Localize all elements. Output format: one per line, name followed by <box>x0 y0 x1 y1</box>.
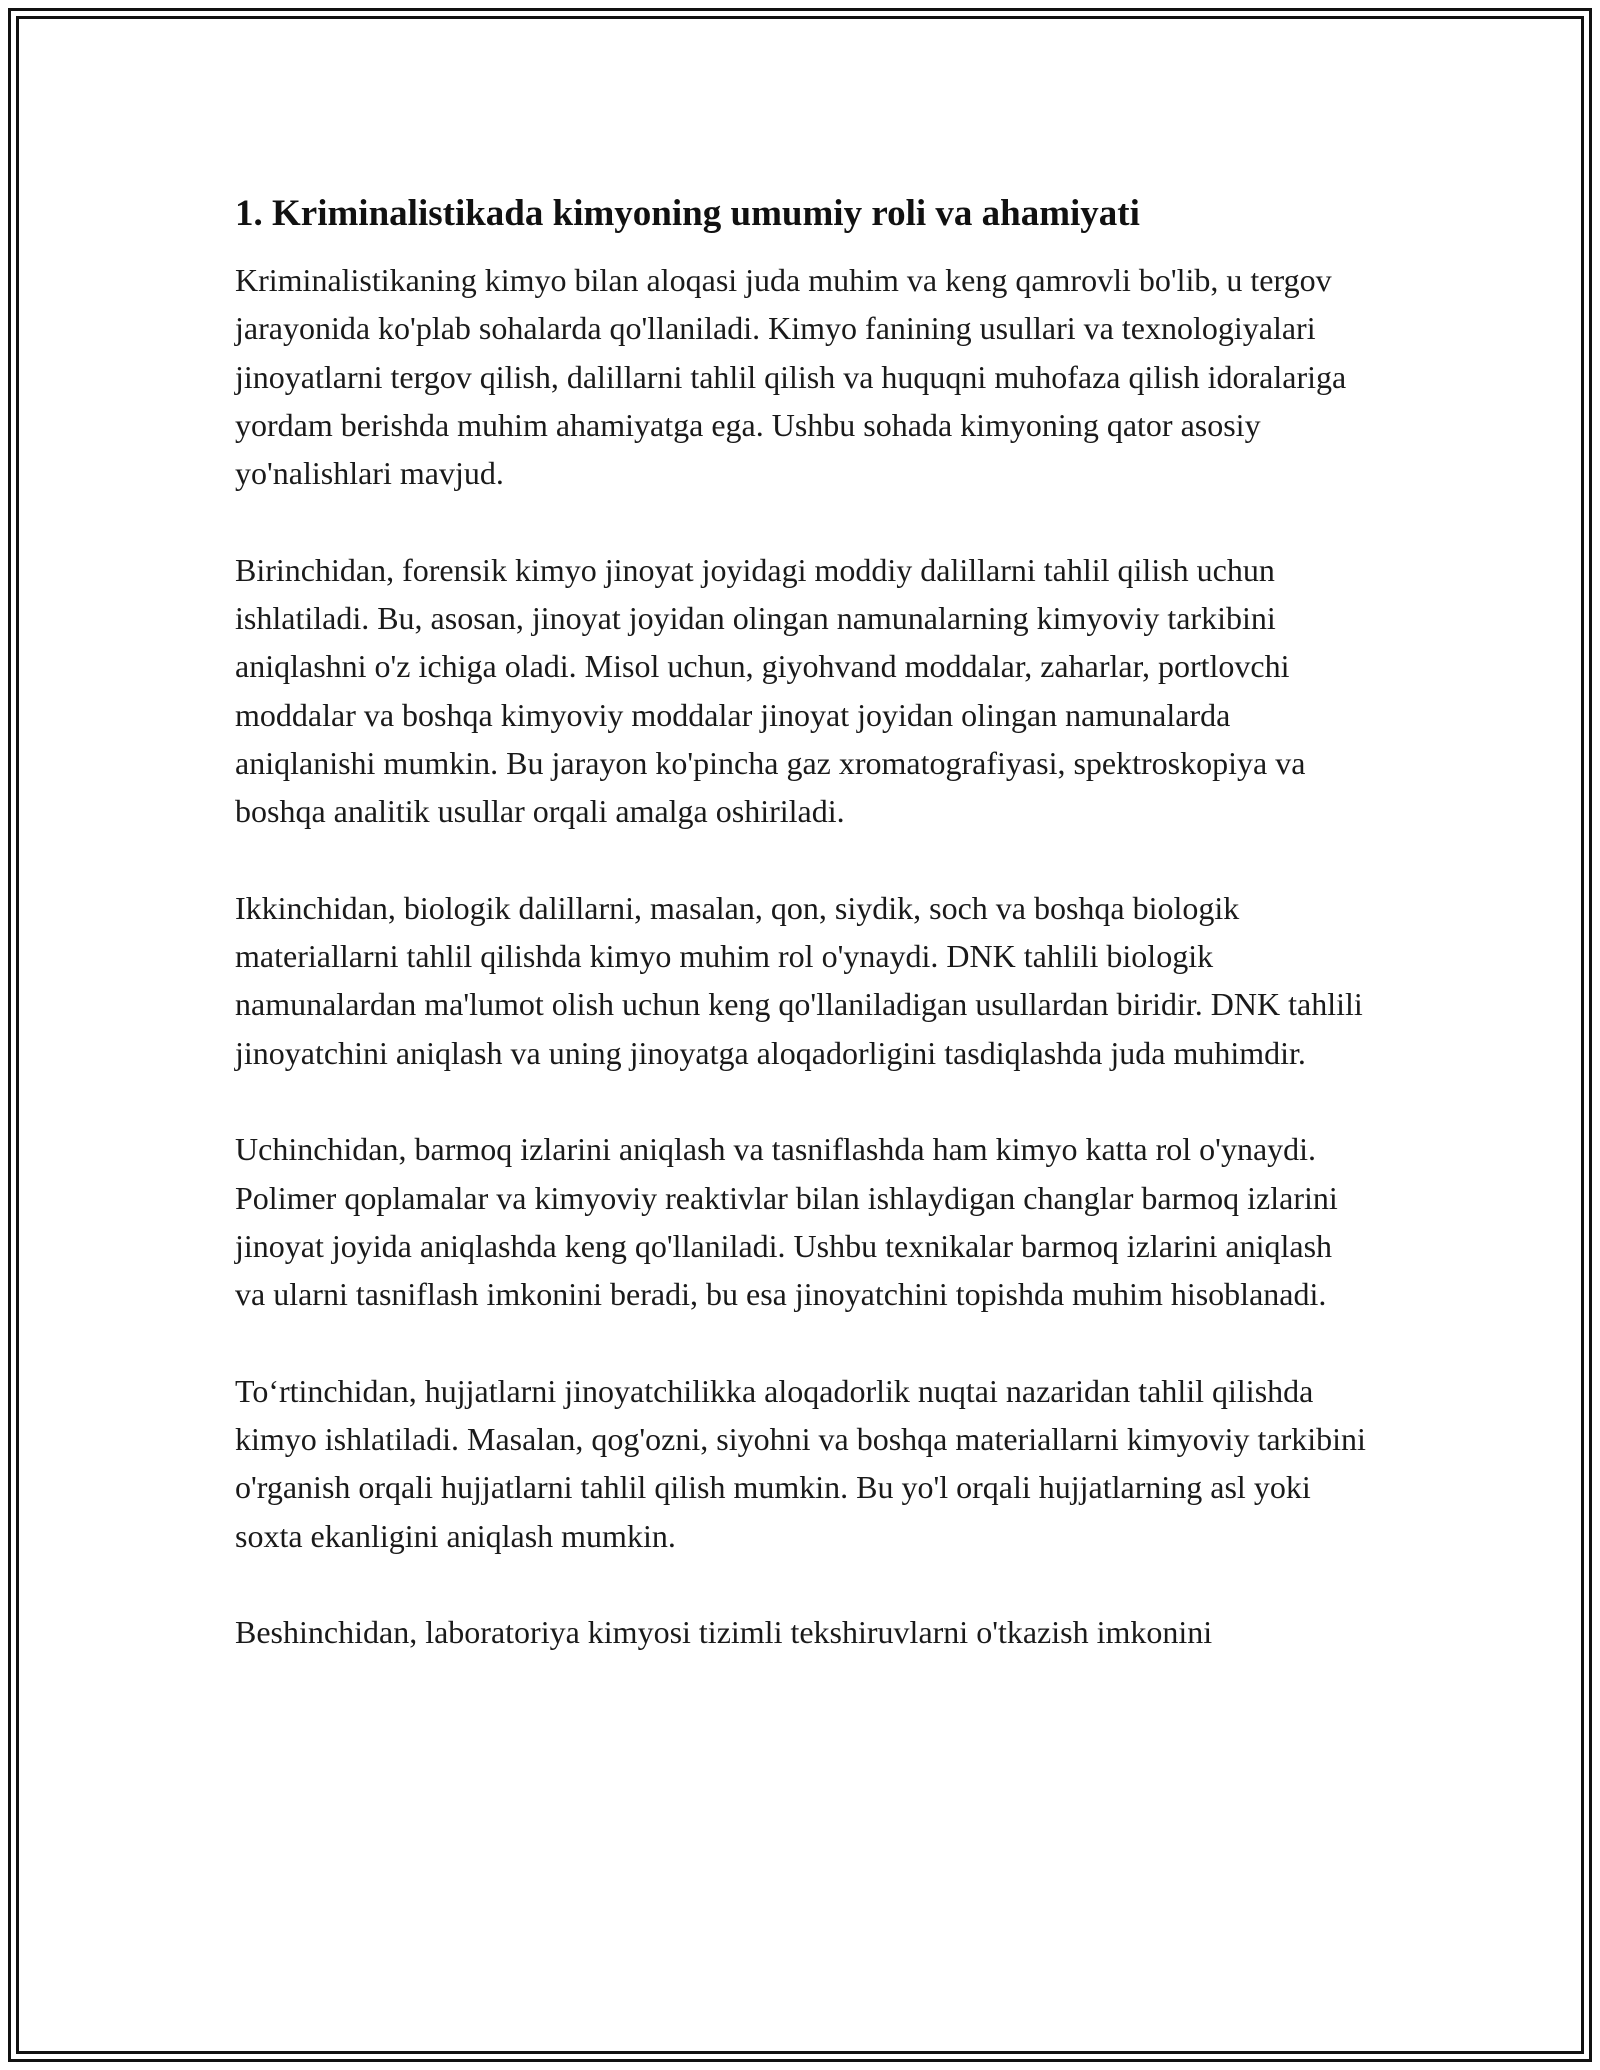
document-body <box>235 188 1370 1657</box>
paragraph-fifth: Beshinchidan, laboratoriya kimyosi tizimli tekshiruvlarni o'tkazish imkonini <box>235 1614 1213 1651</box>
paragraph-intro: Kriminalistikaning kimyo bilan aloqasi juda muhim va keng qamrovli bo'lib, u tergov jarayonida ko'plab sohalarda qo'llaniladi. Kimyo fanining usullari va texnologiyalari jinoyatlarni tergov qilish, dalillarni tahlil qilish va huquqni muhofaza qilish idoralariga yordam berishda muhim ahamiyatga ega. Ushbu sohada kimyoning qator asosiy yo'nalishlari mavjud. <box>235 262 1347 492</box>
paragraph-first: Birinchidan, forensik kimyo jinoyat joyidagi moddiy dalillarni tahlil qilish uchun ishlatiladi. Bu, asosan, jinoyat joyidan olingan namunalarning kimyoviy tarkibini aniqlashni o'z ichiga oladi. Misol uchun, giyohvand moddalar, zaharlar, portlovchi moddalar va boshqa kimyoviy moddalar jinoyat joyidan olingan namunalarda aniqlanishi mumkin. Bu jarayon ko'pincha gaz xromatografiyasi, spektroskopiya va boshqa analitik usullar orqali amalga oshiriladi. <box>235 551 1306 830</box>
paragraph-second: Ikkinchidan, biologik dalillarni, masalan, qon, siydik, soch va boshqa biologik materiallarni tahlil qilishda kimyo muhim rol o'ynaydi. DNK tahlili biologik namunalardan ma'lumot olish uchun keng qo'llaniladigan usullardan biridir. DNK tahlili jinoyatchini aniqlash va uning jinoyatga aloqadorligini tasdiqlashda juda muhimdir. <box>235 889 1363 1071</box>
section-heading: 1. Kriminalistikada kimyoning umumiy roli va ahamiyati <box>235 193 1140 234</box>
paragraph-fourth: To‘rtinchidan, hujjatlarni jinoyatchilikka aloqadorlik nuqtai nazaridan tahlil qilishda kimyo ishlatiladi. Masalan, qog'ozni, siyohni va boshqa materiallarni kimyoviy tarkibini o'rganish orqali hujjatlarni tahlil qilish mumkin. Bu yo'l orqali hujjatlarning asl yoki soxta ekanligini aniqlash mumkin. <box>235 1372 1366 1554</box>
paragraph-third: Uchinchidan, barmoq izlarini aniqlash va tasniflashda ham kimyo katta rol o'ynaydi. Polimer qoplamalar va kimyoviy reaktivlar bilan ishlaydigan changlar barmoq izlarini jinoyat joyida aniqlashda keng qo'llaniladi. Ushbu texnikalar barmoq izlarini aniqlash va ularni tasniflash imkonini beradi, bu esa jinoyatchini topishda muhim hisoblanadi. <box>235 1131 1338 1313</box>
